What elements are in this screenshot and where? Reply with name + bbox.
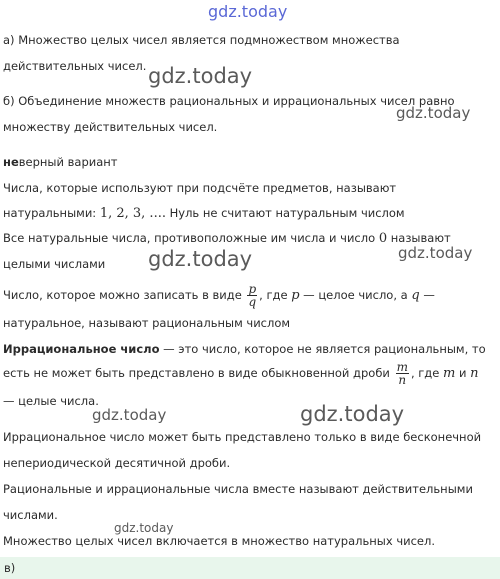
irrational-mid: , где [410, 366, 443, 380]
natural-line-1: Числа, которые используют при подсчёте предметов, называют [3, 181, 397, 195]
watermark: gdz.today [148, 247, 253, 271]
rational-pre: Число, которое можно записать в виде [3, 288, 246, 302]
irrational-def-rest: — это число, которое не является рациональным, то [159, 342, 486, 356]
irrational-term: Иррациональное число [3, 342, 160, 356]
option-a-line-1: а) Множество целых чисел является подмножеством множества [3, 33, 400, 47]
integers-line-2: целыми числами [3, 257, 106, 271]
fraction-m-over-n [396, 361, 409, 386]
integers-math: 0 [378, 231, 388, 246]
natural-pre: натуральными: [3, 206, 100, 220]
watermark: gdz.today [300, 402, 405, 426]
option-b-line-1: б) Объединение множеств рациональных и иррациональных чисел равно [3, 94, 455, 108]
fraction-denominator: n [396, 373, 409, 386]
last-statement: Множество целых чисел включается в множество натуральных чисел. [3, 534, 436, 548]
option-c-label: в) [4, 561, 16, 575]
irrational-and: и [455, 366, 471, 380]
watermark: gdz.today [148, 64, 253, 88]
verdict [3, 155, 496, 170]
watermark-top: gdz.today [208, 2, 288, 21]
rational-var-p: p [291, 288, 300, 303]
irrational-line-1 [3, 342, 496, 357]
watermark: gdz.today [114, 521, 174, 535]
irrational-var-n: n [470, 366, 479, 381]
watermark: gdz.today [92, 406, 167, 424]
rational-mid-2: — целое число, а [299, 288, 412, 302]
option-a-line-2: действительных чисел. [3, 59, 147, 73]
irrational-var-m: m [443, 366, 456, 381]
option-b-line-2: множеству действительных чисел. [3, 120, 218, 134]
irrational-decimal-line-1: Иррациональное число может быть представлено только в виде бесконечной [3, 430, 482, 444]
integers-post: называют [387, 231, 451, 245]
option-c-bar[interactable] [0, 557, 500, 579]
rational-mid: , где [259, 288, 292, 302]
verdict-bold: не [3, 155, 19, 169]
irrational-decimal-line-2: непериодической десятичной дроби. [3, 456, 231, 470]
natural-line-2 [3, 206, 496, 221]
watermark: gdz.today [396, 104, 471, 122]
verdict-rest: верный вариант [18, 155, 118, 169]
integers-pre: Все натуральные числа, противоположные им числа и число [3, 231, 379, 245]
irrational-line-3: — целые числа. [3, 394, 99, 408]
natural-math: 1, 2, 3, .... [99, 206, 166, 221]
fraction-p-over-q [247, 283, 257, 308]
watermark: gdz.today [398, 244, 473, 262]
rational-line-2: натуральное, называют рациональным числом [3, 316, 291, 330]
fraction-denominator: q [248, 295, 257, 309]
irrational-line-2 [3, 358, 496, 389]
rational-line-1 [3, 280, 496, 311]
fraction-numerator: m [396, 360, 408, 374]
rational-var-q: q [411, 288, 420, 303]
real-line-1: Рациональные и иррациональные числа вместе называют действительными [3, 482, 473, 496]
irrational-pre: есть не может быть представлено в виде обыкновенной дроби [3, 366, 394, 380]
rational-post: — [419, 288, 435, 302]
fraction-numerator: p [248, 282, 257, 296]
natural-post: Нуль не считают натуральным числом [165, 206, 405, 220]
real-line-2: числами. [3, 508, 58, 522]
